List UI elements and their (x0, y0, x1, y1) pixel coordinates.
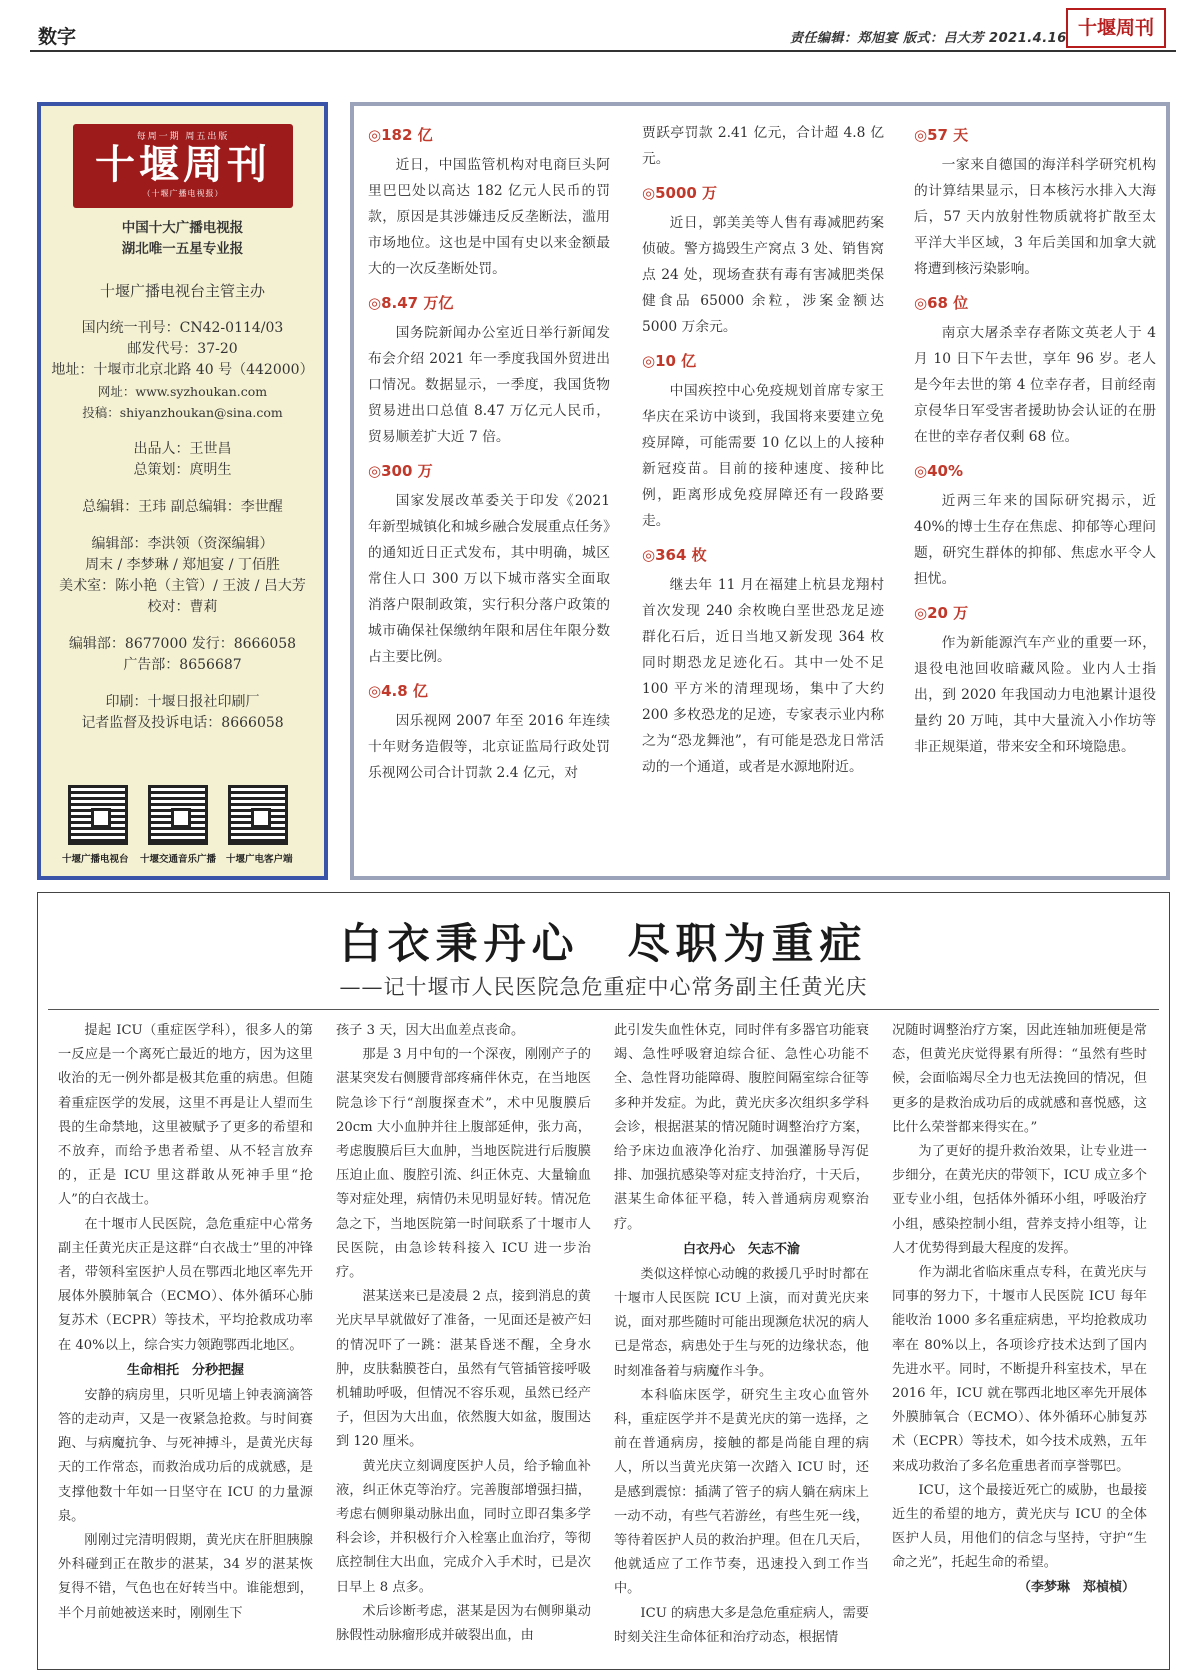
number-body: 国家发展改革委关于印发《2021 年新型城镇化和城乡融合发展重点任务》的通知近日正式发布，其中明确，城区常住人口 300 万以下城市落实全面取消落户限制政策，实行积分落户政策的城市确保社保缴纳年限和居住年限分数占主要比例。 (368, 493, 610, 665)
masthead-planner: 总策划：庹明生 (133, 462, 232, 478)
number-body: 国务院新闻办公室近日举行新闻发布会介绍 2021 年一季度我国外贸进出口情况。数据显示，一季度，我国货物贸易进出口总值 8.47 万亿元人民币，贸易顺差扩大近 7 倍。 (368, 325, 610, 445)
numbers-column-2 (642, 120, 884, 786)
article-column-4 (892, 1019, 1147, 1600)
number-headline: ◎300 万 (368, 462, 433, 480)
masthead-staff3: 美术室：陈小艳（主管）/ 王波 / 吕大芳 (59, 578, 306, 594)
article-subtitle: ——记十堰市人民医院急危重症中心常务副主任黄光庆 (339, 975, 868, 999)
article-paragraph: ICU，这个最接近死亡的威胁，也最接近生的希望的地方，黄光庆与 ICU 的全体医护人员，用他们的信念与坚持，守护“生命之光”，托起生命的希望。 (892, 1482, 1147, 1571)
article-column-1 (58, 1019, 313, 1626)
qr-code-radio[interactable] (148, 785, 208, 845)
number-item (642, 540, 884, 780)
header-divider (30, 50, 1176, 52)
article-divider (48, 1009, 1159, 1010)
number-item (368, 676, 610, 786)
numbers-column-1 (368, 120, 610, 792)
number-body: 作为新能源汽车产业的重要一环，退役电池回收暗藏风险。业内人士指出，到 2020 年我国动力电池累计退役量约 20 万吨，其中大量流入小作坊等非正规渠道，带来安全和环境隐患。 (914, 635, 1156, 755)
qr-label-tv: 十堰广播电视台 (62, 854, 129, 865)
number-body: 近两三年来的国际研究揭示，近 40%的博士生存在焦虑、抑郁等心理问题，研究生群体的抑郁、焦虑水平令人担忧。 (914, 493, 1156, 587)
qr-code-app[interactable] (228, 785, 288, 845)
number-headline: ◎57 天 (914, 126, 969, 144)
newspaper-logo: 十堰周刊 (1066, 8, 1166, 48)
article-paragraph: 作为湖北省临床重点专科，在黄光庆与同事的努力下，十堰市人民医院 ICU 每年能收治 1000 多名重症病患，平均抢救成功率在 80%以上，各项诊疗技术达到了国内先进水平。同时，不断提升科室技术，早在 2016 年，ICU 就在鄂西北地区率先开展体外膜肺氧合（ECMO）、体外循环心肺复苏术（ECPR）等技术，如今技术成熟，五年来成功救治了多名危重患者而享誉鄂巴。 (892, 1265, 1147, 1474)
number-headline: ◎40% (914, 462, 963, 480)
feature-article (37, 892, 1170, 1670)
masthead-staff2: 周末 / 李梦琳 / 郑旭宴 / 丁佰胜 (85, 557, 280, 573)
number-body: 贾跃亭罚款 2.41 亿元，合计超 4.8 亿元。 (642, 125, 884, 167)
number-body: 一家来自德国的海洋科学研究机构的计算结果显示，日本核污水排入大海后，57 天内放射性物质就将扩散至太平洋大半区域，3 年后美国和加拿大就将遭到核污染影响。 (914, 157, 1156, 277)
number-headline: ◎5000 万 (642, 184, 718, 202)
editor-credits: 责任编辑：郑旭宴 版式：吕大芳 2021.4.16 (790, 31, 1067, 46)
masthead-postcode: 邮发代号：37-20 (127, 341, 238, 357)
article-paragraph: 刚刚过完清明假期，黄光庆在肝胆胰腺外科碰到正在散步的湛某，34 岁的湛某恢复得不错，气色也在好转当中。谁能想到，半个月前她被送来时，刚刚生下 (58, 1533, 313, 1621)
masthead-tag1: 中国十大广播电视报 (121, 220, 244, 236)
article-column-3 (614, 1019, 869, 1650)
article-paragraph: 况随时调整治疗方案，因此连轴加班便是常态，但黄光庆觉得累有所得：“虽然有些时候，会面临竭尽全力也无法挽回的情况，但更多的是救治成功后的成就感和喜悦感，这比什么荣誉都来得实在。” (892, 1023, 1147, 1135)
article-paragraph: 黄光庆立刻调度医护人员，给予输血补液，纠正休克等治疗。完善腹部增强扫描，考虑右侧卵巢动脉出血，同时立即召集多学科会诊，并积极行介入栓塞止血治疗，等彻底控制住大出血，完成介入手术时，已是次日早上 8 点多。 (336, 1458, 591, 1595)
article-byline: （李梦琳 郑楨楨） (1017, 1579, 1135, 1595)
number-item (368, 120, 610, 282)
masthead-logo (73, 124, 293, 208)
number-body: 近日，郭美美等人售有毒减肥药案侦破。警方捣毁生产窝点 3 处、销售窝点 24 处，现场查获有毒有害减肥类保健食品 65000 余粒，涉案金额达 5000 万余元。 (642, 215, 884, 335)
masthead-logo-top: 每周一期 周五出版 (136, 132, 230, 142)
number-item (368, 288, 610, 450)
masthead-website: 网址：www.syzhoukan.com (97, 384, 268, 399)
masthead-phone2: 广告部：8656687 (123, 657, 242, 673)
article-paragraph: 孩子 3 天，因大出血差点丧命。 (336, 1023, 525, 1038)
number-headline: ◎10 亿 (642, 352, 697, 370)
article-column-2 (336, 1019, 591, 1648)
number-headline: ◎8.47 万亿 (368, 294, 454, 312)
qr-label-app: 十堰广电客户端 (226, 854, 293, 865)
masthead-staff1: 编辑部：李洪领（资深编辑） (91, 536, 274, 552)
section-heading: 白衣丹心 矢志不渝 (682, 1241, 800, 1257)
masthead-hotline: 记者监督及投诉电话：8666058 (81, 715, 284, 731)
article-paragraph: 术后诊断考虑，湛某是因为右侧卵巢动脉假性动脉瘤形成并破裂出血，由 (336, 1603, 591, 1644)
number-body: 因乐视网 2007 年至 2016 年连续十年财务造假等，北京证监局行政处罚乐视网公司合计罚款 2.4 亿元，对 (368, 713, 610, 781)
qr-label-radio: 十堰交通音乐广播 (140, 854, 217, 865)
masthead-tag2: 湖北唯一五星专业报 (121, 241, 244, 257)
article-paragraph: 此引发失血性休克，同时伴有多器官功能衰竭、急性呼吸窘迫综合征、急性心功能不全、急性肾功能障碍、腹腔间隔室综合征等多种并发症。为此，黄光庆多次组织多学科会诊，根据湛某的情况随时调整治疗方案，给予床边血液净化治疗、加强灌肠导泻促排、加强抗感染等对症支持治疗，十天后，湛某生命体征平稳，转入普通病房观察治疗。 (614, 1023, 869, 1232)
article-paragraph: 湛某送来已是凌晨 2 点，接到消息的黄光庆早早就做好了准备，一见面还是被产妇的情况吓了一跳：湛某昏迷不醒，全身水肿，皮肤黏膜苍白，虽然有气管插管接呼吸机辅助呼吸，但情况不容乐观，虽然已经产子，但因为大出血，依然腹大如盆，腹围达到 120 厘米。 (336, 1289, 591, 1450)
article-paragraph: 类似这样惊心动魄的救援几乎时时都在十堰市人民医院 ICU 上演，而对黄光庆来说，面对那些随时可能出现濒危状况的病人已是常态，病患处于生与死的边缘状态，他时刻准备着与病魔作斗争。 (614, 1266, 869, 1379)
masthead-logo-sub: （十堰广播电视报） (142, 189, 224, 198)
number-headline: ◎4.8 亿 (368, 682, 428, 700)
masthead-logo-title: 十堰周刊 (95, 141, 271, 188)
article-paragraph: 安静的病房里，只听见墙上钟表滴滴答答的走动声，又是一夜紧急抢救。与时间赛跑、与病魔抗争、与死神搏斗，是黄光庆每天的工作常态，而救治成功后的成就感，是支撑他数十年如一日坚守在 ICU 的力量源泉。 (58, 1387, 313, 1524)
article-paragraph: 提起 ICU（重症医学科），很多人的第一反应是一个离死亡最近的地方，因为这里收治的无一例外都是极其危重的病患。但随着重症医学的发展，这里不再是让人望而生畏的生命禁地，这里被赋予了更多的希望和不放弃，而给予患者希望、从不轻言放弃的，正是 ICU 里这群敢从死神手里“抢人”的白衣战士。 (58, 1023, 313, 1208)
number-body: 近日，中国监管机构对电商巨头阿里巴巴处以高达 182 亿元人民币的罚款，原因是其涉嫌违反反垄断法，滥用市场地位。这也是中国有史以来金额最大的一次反垄断处罚。 (368, 157, 610, 277)
article-title: 白衣秉丹心 尽职为重症 (339, 919, 868, 968)
article-paragraph: 为了更好的提升救治效果，让专业进一步细分，在黄光庆的带领下，ICU 成立多个亚专业小组，包括体外循环小组，呼吸治疗小组，感染控制小组，营养支持小组等，让人才优势得到最大程度的发挥。 (892, 1144, 1147, 1256)
article-paragraph: ICU 的病患大多是急危重症病人，需要时刻关注生命体征和治疗动态，根据情 (614, 1605, 869, 1645)
numbers-column-3 (914, 120, 1156, 766)
number-body: 继去年 11 月在福建上杭县龙翔村首次发现 240 余枚晚白垩世恐龙足迹群化石后，近日当地又新发现 364 枚同时期恐龙足迹化石。其中一处不足 100 平方米的清理现场，集中了大约 200 多枚恐龙的足迹，专家表示业内称之为“恐龙舞池”，有可能是恐龙日常活动的一个通道，或者是水源地附近。 (642, 577, 884, 775)
masthead-publisher: 出品人：王世昌 (133, 441, 232, 457)
masthead-sponsor: 十堰广播电视台主管主办 (99, 282, 265, 300)
number-item (642, 178, 884, 340)
masthead-editors: 总编辑：王玮 副总编辑：李世醒 (82, 499, 283, 515)
masthead-email: 投稿：shiyanzhoukan@sina.com (82, 405, 283, 420)
article-paragraph: 在十堰市人民医院，急危重症中心常务副主任黄光庆正是这群“白衣战士”里的冲锋者，带领科室医护人员在鄂西北地区率先开展体外膜肺氧合（ECMO）、体外循环心肺复苏术（ECPR）等技术，平均抢救成功率在 40%以上，综合实力领跑鄂西北地区。 (58, 1216, 313, 1353)
number-headline: ◎20 万 (914, 604, 969, 622)
number-headline: ◎364 枚 (642, 546, 707, 564)
article-paragraph: 那是 3 月中旬的一个深夜，刚刚产子的湛某突发右侧腰背部疼痛伴休克，在当地医院急诊下行“剖腹探查术”，术中见腹膜后 20cm 大小血肿并往上腹部延伸，张力高，考虑腹膜后巨大血肿，当地医院进行后腹膜压迫止血、腹腔引流、纠正休克、大量输血等对症处理，病情仍未见明显好转。情况危急之下，当地医院第一时间联系了十堰市人民医院，由急诊转科接入 ICU 进一步治疗。 (336, 1047, 591, 1281)
masthead-box (37, 102, 328, 880)
masthead-address: 地址：十堰市北京北路 40 号（442000） (51, 362, 314, 378)
number-item (914, 288, 1156, 450)
masthead-printer: 印刷：十堰日报社印刷厂 (105, 694, 260, 710)
number-item (914, 456, 1156, 592)
section-heading: 生命相托 分秒把握 (126, 1362, 244, 1378)
masthead-staff4: 校对：曹莉 (147, 599, 218, 615)
number-headline: ◎68 位 (914, 294, 969, 312)
number-item (914, 120, 1156, 282)
article-paragraph: 本科临床医学，研究生主攻心血管外科，重症医学并不是黄光庆的第一选择，之前在普通病房，接触的都是尚能自理的病人，所以当黄光庆第一次踏入 ICU 时，还是感到震惊：插满了管子的病人躺在病床上一动不动，有些气若游丝，有些生死一线，等待着医护人员的救治护理。但在几天后，他就适应了工作节奏，迅速投入到工作当中。 (614, 1387, 869, 1597)
section-title: 数字 (38, 26, 77, 48)
number-body: 南京大屠杀幸存者陈文英老人于 4 月 10 日下午去世，享年 96 岁。老人是今年去世的第 4 位幸存者，目前经南京侵华日军受害者援助协会认证的在册在世的幸存者仅剩 68 位。 (914, 325, 1156, 445)
number-item (368, 456, 610, 670)
qr-code-tv[interactable] (68, 785, 128, 845)
masthead-phone1: 编辑部：8677000 发行：8666058 (68, 636, 297, 652)
numbers-news-box (350, 102, 1170, 880)
number-item (642, 120, 884, 172)
number-item (914, 598, 1156, 760)
number-headline: ◎182 亿 (368, 126, 433, 144)
number-body: 中国疾控中心免疫规划首席专家王华庆在采访中谈到，我国将来要建立免疫屏障，可能需要 10 亿以上的人接种新冠疫苗。目前的接种速度、接种比例，距离形成免疫屏障还有一段路要走。 (642, 383, 884, 529)
masthead-issn: 国内统一刊号：CN42-0114/03 (81, 320, 284, 336)
number-item (642, 346, 884, 534)
